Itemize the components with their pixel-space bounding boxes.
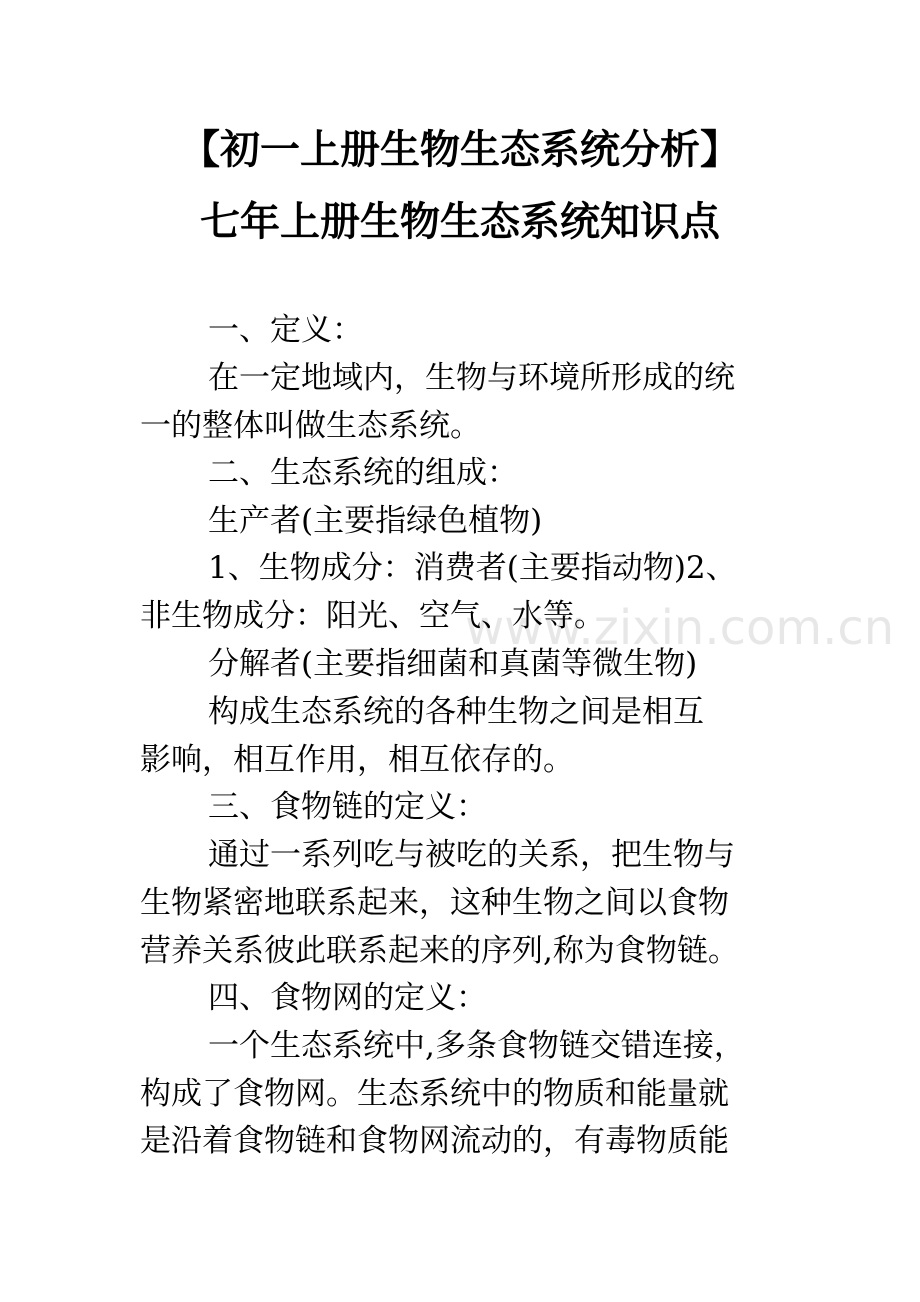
- watermark: www.zixin.com.cn: [465, 600, 895, 656]
- paragraph-line: 营养关系彼此联系起来的序列,称为食物链。: [140, 933, 739, 969]
- paragraph-line: 构成了食物网。生态系统中的物质和能量就: [140, 1076, 729, 1112]
- paragraph-line: 构成生态系统的各种生物之间是相互: [208, 694, 704, 730]
- heading-food-chain: 三、食物链的定义：: [208, 789, 487, 825]
- paragraph-line: 生物紧密地联系起来，这种生物之间以食物: [140, 885, 729, 921]
- title-line-2: 七年上册生物生态系统知识点: [200, 199, 720, 245]
- paragraph-line: 1、生物成分：消费者(主要指动物)2、: [208, 550, 737, 586]
- heading-definition: 一、定义：: [208, 312, 363, 348]
- paragraph-line: 一的整体叫做生态系统。: [140, 408, 481, 444]
- paragraph-line: 在一定地域内，生物与环境所形成的统: [208, 360, 735, 396]
- title-line-1: 【初一上册生物生态系统分析】: [180, 127, 740, 173]
- paragraph-line: 通过一系列吃与被吃的关系，把生物与: [208, 837, 735, 873]
- heading-composition: 二、生态系统的组成：: [208, 455, 518, 491]
- paragraph-line: 影响，相互作用，相互依存的。: [140, 742, 574, 778]
- heading-food-web: 四、食物网的定义：: [208, 980, 487, 1016]
- paragraph-line: 生产者(主要指绿色植物): [208, 503, 543, 539]
- paragraph-line: 是沿着食物链和食物网流动的，有毒物质能: [140, 1123, 729, 1159]
- paragraph-line: 非生物成分：阳光、空气、水等。: [140, 598, 605, 634]
- paragraph-line: 一个生态系统中,多条食物链交错连接，: [208, 1028, 745, 1064]
- paragraph-line: 分解者(主要指细菌和真菌等微生物): [208, 646, 698, 682]
